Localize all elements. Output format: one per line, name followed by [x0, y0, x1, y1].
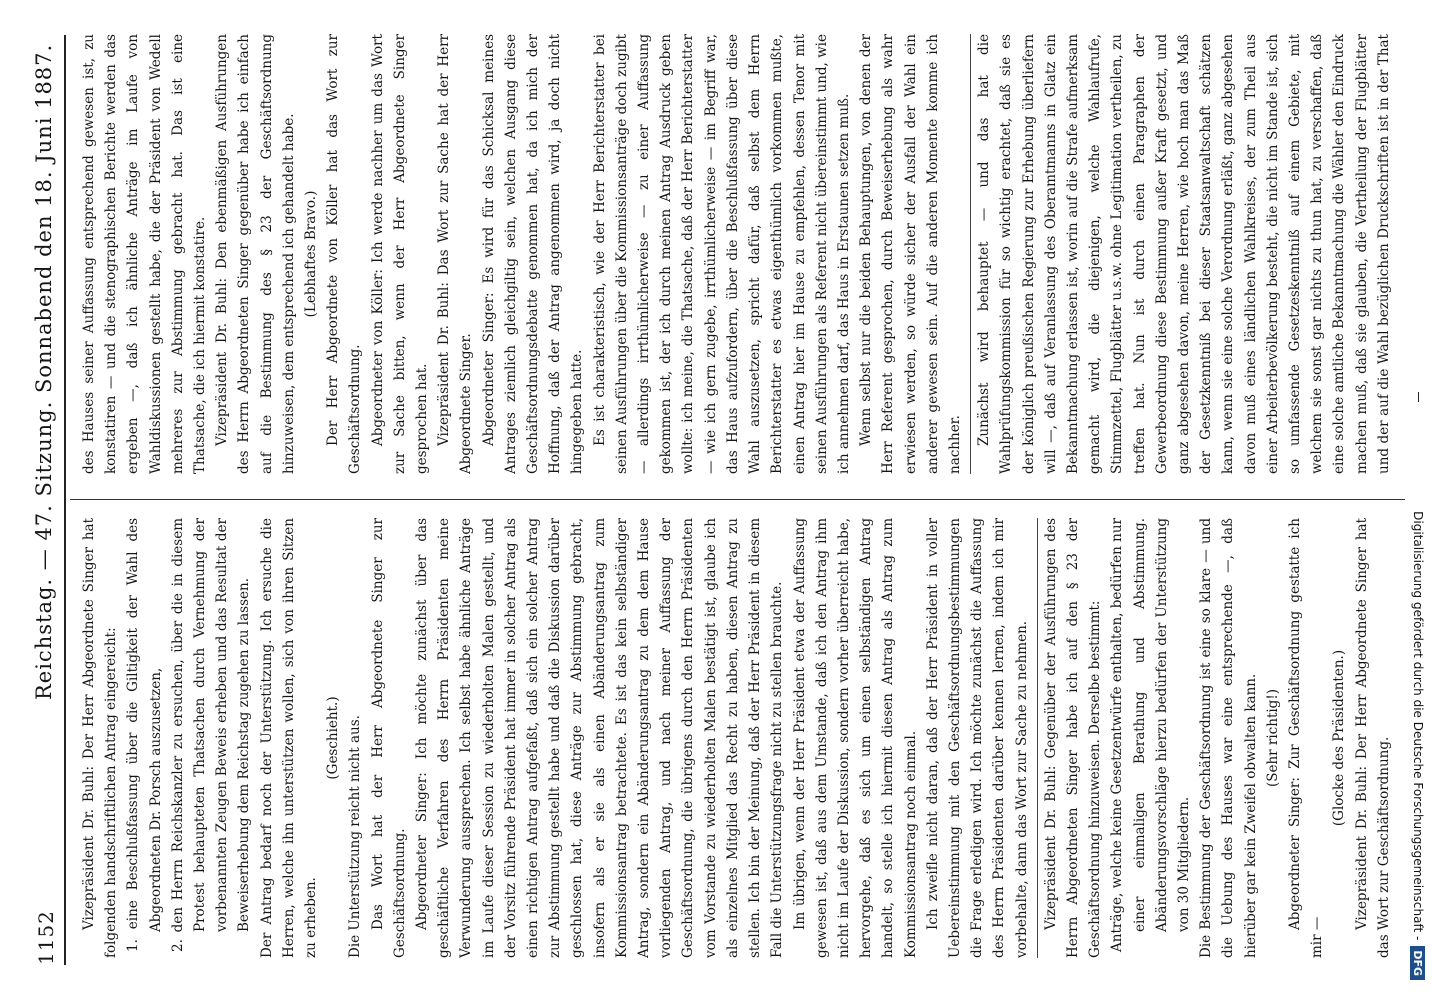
paragraph: Das Wort hat der Herr Abgeordnete Singer zur Geschäftsordnung.: [369, 518, 408, 958]
interjection: (Sehr richtig!): [1264, 688, 1281, 788]
paragraph: Vizepräsident Dr. Buhl: Der Herr Abgeordnete Singer hat folgenden handschriftlichen Antrag eingereicht:: [81, 518, 120, 958]
interjection: (Lebhaftes Bravo.): [303, 190, 320, 318]
paragraph: Vizepräsident Dr. Buhl: Das Wort zur Sache hat der Herr Abgeordnete Singer.: [436, 34, 475, 474]
paragraph: des Hauses seiner Auffassung entsprechend gewesen ist, zu konstatiren — und die stenographischen Berichte werden das ergeben —, daß ich ähnliche Anträge im Laufe von Wahldiskussionen gestellt habe, die der Präsident von Wedell mehreres zur Abstimmung gebracht hat. Das ist eine Thatsache, die ich hiermit konstatire.: [81, 34, 209, 474]
paragraph: Abgeordneter Singer: Ich möchte zunächst über das geschäftliche Verfahren des Herrn Präsidenten meine Verwunderung aussprechen. Ich selbst habe ähnliche Anträge im Laufe dieser Session zu wiederholten Malen gestellt, und der Vorsitz führende Präsident hat immer in solcher Antrag als einen richtigen Antrag aufgefaßt, daß sich ein solcher Antrag zur Abstimmung gestellt habe und daß die Diskussion darüber geschlossen hat, diese Anträge zur Abstimmung gebracht, insofern als er sie als einen Abänderungsantrag zum Kommissionsantrag betrachtete. Es ist das kein selbständiger Antrag, sondern ein Abänderungsantrag zu dem dem Hause vorliegenden Antrag, und nach meiner Auffassung der Geschäftsordnung, die übrigens durch den Herrn Präsidenten vom Vorstande zu wiederholten Malen bestätigt ist, glaube ich als einzelnes Mitglied das Recht zu haben, diesen Antrag zu stellen. Ich bin der Meinung, daß der Herr Präsident in diesem Fall die Unterstützungsfrage nicht zu stellen brauchte.: [414, 518, 786, 958]
list-item: 1. eine Beschlußfassung über die Giltigkeit der Wahl des Abgeordneten Dr. Porsch auszusetzen,: [125, 518, 164, 952]
digitization-note: [1401, 20, 1431, 980]
interjection: (Glocke des Präsidenten.): [1331, 649, 1348, 827]
paragraph: Abgeordneter Singer: Es wird für das Schicksal meines Antrages ziemlich gleichgiltig sein, welchen Ausgang diese Geschäftsordnungsdebatte genommen hat, da ich mich der Hoffnung, daß der Antrag angenommen wird, ja doch nicht hingegeben hatte.: [480, 34, 586, 474]
paragraph: Im übrigen, wenn der Herr Präsident etwa der Auffassung gewesen ist, daß aus dem Umstande, daß ich den Antrag ihm nicht im Laufe der Diskussion, sondern vorher überreicht habe, hervorgehe, daß es sich um einen selbständigen Antrag handelt, so stelle ich hiermit diesen Antrag als Antrag zum Kommissionsantrag noch einmal.: [791, 518, 919, 958]
digitization-note-text: Digitalisierung gefördert durch die Deutsche Forschungsgemeinschaft -: [1411, 511, 1425, 941]
dfg-logo: DFG: [1410, 946, 1425, 980]
paragraph: Zunächst wird behauptet — und das hat die Wahlprüfungskommission für so wichtig erachtet, daß sie es der königlich preußischen Regierung zur Erhebung überliefern will —, daß auf Veranlassung des Oberamtmanns in Glatz ein Bekanntmachung erlassen ist, worin auf die Strafe aufmerksam gemacht wird, die diejenigen, welche Wahlaufrufe, Stimmzettel, Flugblätter u.s.w. ohne Legitimation vertheilen, zu treffen hat. Nun ist durch einen Paragraphen der Gewerbeordnung diese Bestimmung außer Kraft gesetzt, und ganz abgesehen davon, meine Herren, wie hoch man das Maß der Gesetzkenntniß bei dieser Staatsanwaltschaft schätzen kann, wenn sie eine solche Verordnung erläßt, ganz abgesehen davon muß eines ländlichen Wahlkreises, der zum Theil aus einer Arbeiterbevölkerung besteht, die nicht im Stande ist, sich so umfassende Gesetzeskenntniß auf einem Gebiete, mit welchem sie sonst gar nichts zu thun hat, zu verschaffen, daß eine solche amtliche Bekanntmachung die Wähler den Eindruck machen muß, daß sie glauben, die Vertheilung der Flugblätter und der auf die Wahl bezüglichen Druckschriften ist in der That: [970, 34, 1398, 474]
paragraph: Abgeordneter Singer: Zur Geschäftsordnung gestatte ich mir —: [1286, 518, 1326, 958]
header-title: Reichstag. — 47. Sitzung. Sonnabend den 18. Juni 1887.: [32, 43, 56, 700]
paragraph: Ich zweifle nicht daran, daß der Herr Präsident in voller Uebereinstimmung mit den Geschäftsordnungsbestimmungen die Frage erledigen wird. Ich möchte zunächst die Auffassung des Herrn Präsidenten darüber kennen lernen, indem ich mir vorbehalte, dann das Wort zur Sache zu nehmen.: [924, 518, 1030, 958]
paragraph: Abgeordneter von Köller: Ich werde nachher um das Wort zur Sache bitten, wenn der Herr Abgeordnete Singer gesprochen hat.: [369, 34, 431, 474]
quoted-rule: Anträge, welche keine Gesetzentwürfe enthalten, bedürfen nur einer einmaligen Berathung und Abstimmung. Abänderungsvorschläge hierzu bedürfen der Unterstützung von 30 Mitgliedern.: [1109, 518, 1192, 952]
paragraph: Der Herr Abgeordnete von Köller hat das Wort zur Geschäftsordnung.: [325, 34, 364, 474]
paragraph: Vizepräsident Dr. Buhl: Gegenüber der Ausführungen des Herrn Abgeordneten Singer habe ich auf den § 23 der Geschäftsordnung hinzuweisen. Derselbe bestimmt:: [1037, 518, 1107, 958]
paragraph: Vizepräsident Dr. Buhl: Den ebenmäßigen Ausführungen des Herrn Abgeordneten Singer gegenüber habe ich einfach auf die Bestimmung des § 23 der Geschäftsordnung hinzuweisen, dem entsprechend ich gehandelt habe.: [214, 34, 297, 474]
page-number: 1152: [34, 910, 58, 965]
list-item: 2. den Herrn Reichskanzler zu ersuchen, über die in diesem Protest behaupteten Thatsachen durch Vernehmung der vorbenannten Zeugen Beweis erheben und das Resultat der Beweiserhebung dem Reichstag zugehen zu lassen.: [169, 518, 253, 952]
page-header: [20, 35, 66, 965]
left-column: [78, 518, 1398, 958]
paragraph: Vizepräsident Dr. Buhl: Der Herr Abgeordnete Singer hat das Wort zur Geschäftsordnung.: [1353, 518, 1392, 958]
column-divider: [70, 499, 1405, 500]
paragraph: Wenn selbst nur die beiden Behauptungen, von denen der Herr Referent gesprochen, durch Beweiserhebung als wahr erwiesen werden, so würde sicher der Ausfall der Wahl ein anderer gewesen sein. Auf die anderen Momente komme ich nachher.: [858, 34, 963, 474]
margin-tick: [1418, 392, 1419, 402]
paragraph: Die Bestimmung der Geschäftsordnung ist eine so klare — und die Uebung des Hauses war eine entsprechende —, daß hierüber gar kein Zweifel obwalten kann.: [1198, 518, 1259, 958]
right-column: [78, 34, 1398, 474]
paragraph: Es ist charakteristisch, wie der Herr Berichterstatter bei seinen Ausführungen über die Kommissionsanträge doch zugibt — allerdings irrthümlicherweise — zu einer Auffassung gekommen ist, der ich durch meinen Antrag Ausdruck geben wollte: ich meine, die Thatsache, daß der Herr Berichterstatter — wie ich gern zugebe, irrthümlicherweise — im Begriff war, das Haus aufzufordern, über die Beschlußfassung über diese Wahl auszusetzen, spricht dafür, daß selbst dem Herrn Berichterstatter es etwas eigenthümlich vorkommen mußte, einen Antrag hier im Hause zu empfehlen, dessen Tenor mit seinen Ausführungen als Referent nicht übereinstimmt und, wie ich annehmen darf, das Haus in Erstaunen setzen muß.: [591, 34, 852, 474]
paragraph: Der Antrag bedarf noch der Unterstützung. Ich ersuche die Herren, welche ihn unterstützen wollen, sich von ihren Sitzen zu erheben.: [258, 518, 320, 958]
interjection: (Geschieht.): [325, 696, 342, 780]
paragraph: Die Unterstützung reicht nicht aus.: [347, 715, 364, 958]
